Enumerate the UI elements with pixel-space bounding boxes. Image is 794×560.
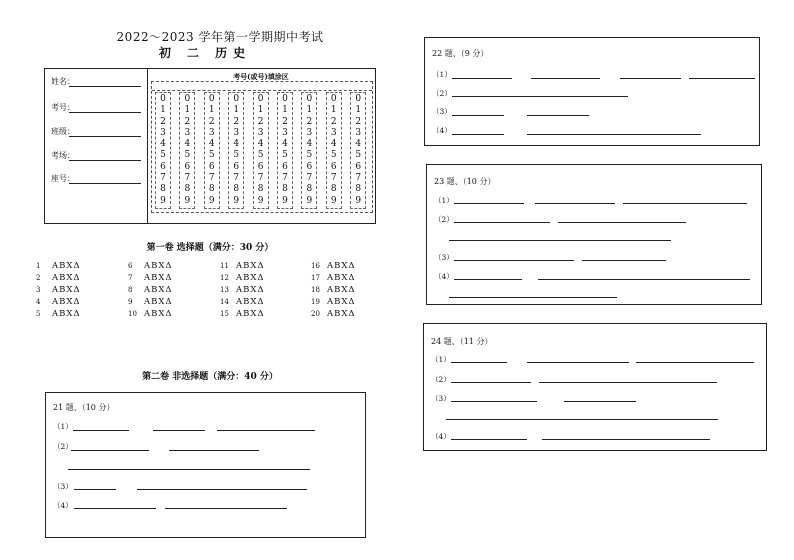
q24-label-4: （4） bbox=[431, 432, 451, 441]
seat-label: 座号： bbox=[51, 174, 75, 183]
q23-answer-line[interactable] bbox=[454, 203, 524, 204]
q23-answer-line[interactable] bbox=[449, 240, 671, 241]
id-digit-bubble[interactable]: 4 bbox=[208, 139, 215, 150]
class-label: 班级： bbox=[51, 127, 75, 136]
mc-question-row bbox=[36, 309, 81, 319]
answer-box-23 bbox=[426, 164, 762, 305]
id-digit-bubble[interactable]: 7 bbox=[233, 173, 240, 184]
mc-question-number: 19 bbox=[311, 298, 320, 306]
id-digit-bubble[interactable]: 3 bbox=[306, 127, 313, 138]
id-grid-title: 考号(或号)填涂区 bbox=[233, 72, 289, 81]
q21-answer-line[interactable] bbox=[153, 430, 205, 431]
id-digit-bubble[interactable]: 9 bbox=[306, 195, 313, 206]
id-digit-column bbox=[228, 92, 244, 209]
q24-label-2: （2） bbox=[431, 375, 451, 384]
mc-question-row bbox=[220, 297, 265, 307]
mc-question-number: 20 bbox=[311, 310, 320, 318]
id-digit-bubble[interactable]: 8 bbox=[184, 184, 191, 195]
q22-answer-line[interactable] bbox=[452, 115, 504, 116]
mc-answer-options[interactable]: ABXΔ bbox=[144, 309, 173, 319]
mc-question-number: 15 bbox=[220, 310, 229, 318]
id-digit-bubble[interactable]: 5 bbox=[306, 150, 313, 161]
q24-answer-line[interactable] bbox=[527, 362, 629, 363]
q23-answer-line[interactable] bbox=[558, 222, 686, 223]
mc-answer-options[interactable]: ABXΔ bbox=[144, 297, 173, 307]
mc-question-number: 7 bbox=[128, 274, 133, 282]
q21-answer-line[interactable] bbox=[217, 430, 315, 431]
mc-question-number: 4 bbox=[36, 298, 41, 306]
id-digit-bubble[interactable]: 0 bbox=[208, 94, 215, 104]
id-digit-bubble[interactable]: 4 bbox=[306, 139, 313, 150]
q24-answer-line[interactable] bbox=[451, 439, 527, 440]
id-digit-bubble[interactable]: 9 bbox=[355, 195, 362, 206]
id-digit-bubble[interactable]: 2 bbox=[330, 116, 337, 127]
part2-title: 第二卷 非选择题（满分：40 分） bbox=[142, 372, 278, 382]
id-digit-bubble[interactable]: 6 bbox=[282, 161, 288, 172]
mc-question-number: 5 bbox=[36, 310, 41, 318]
exam-subject: 初 二 历史 bbox=[158, 46, 252, 60]
mc-question-row bbox=[311, 273, 356, 283]
q24-answer-line[interactable] bbox=[564, 401, 636, 402]
q24-answer-line[interactable] bbox=[451, 382, 531, 383]
mc-question-number: 13 bbox=[220, 286, 229, 294]
id-digit-bubble[interactable]: 2 bbox=[306, 116, 313, 127]
q22-answer-line[interactable] bbox=[452, 134, 504, 135]
mc-question-row bbox=[311, 261, 356, 271]
mc-question-number: 6 bbox=[128, 262, 133, 270]
id-digit-bubble[interactable]: 2 bbox=[160, 116, 166, 127]
q22-heading: 22 题、（9 分） bbox=[432, 49, 489, 58]
name-field[interactable] bbox=[69, 86, 141, 87]
mc-question-row bbox=[220, 309, 265, 319]
part1-title: 第一卷 选择题（满分：30 分） bbox=[146, 243, 274, 253]
answer-box-22 bbox=[424, 37, 760, 146]
id-digit-bubble[interactable]: 3 bbox=[208, 127, 215, 138]
id-digit-bubble[interactable]: 7 bbox=[184, 173, 191, 184]
mc-question-row bbox=[220, 285, 265, 295]
mc-question-number: 14 bbox=[220, 298, 229, 306]
id-digit-bubble[interactable]: 6 bbox=[257, 161, 264, 172]
q21-answer-line[interactable] bbox=[68, 469, 310, 470]
id-digit-bubble[interactable]: 8 bbox=[306, 184, 313, 195]
mc-answer-options[interactable]: ABXΔ bbox=[327, 297, 356, 307]
id-digit-bubble[interactable]: 9 bbox=[184, 195, 191, 206]
q21-label-4: （4） bbox=[53, 501, 73, 510]
id-digit-bubble[interactable]: 3 bbox=[160, 127, 166, 138]
q21-answer-line[interactable] bbox=[169, 450, 259, 451]
mc-question-number: 12 bbox=[220, 274, 229, 282]
id-digit-bubble[interactable]: 0 bbox=[257, 94, 264, 104]
q22-answer-line[interactable] bbox=[452, 96, 628, 97]
id-digit-bubble[interactable]: 6 bbox=[355, 161, 362, 172]
mc-question-number: 8 bbox=[128, 286, 133, 294]
q24-answer-line[interactable] bbox=[539, 382, 717, 383]
mc-question-row bbox=[36, 285, 81, 295]
q22-answer-line[interactable] bbox=[527, 115, 589, 116]
mc-answer-options[interactable]: ABXΔ bbox=[327, 309, 356, 319]
id-digit-bubble[interactable]: 1 bbox=[184, 105, 191, 116]
id-digit-bubble[interactable]: 5 bbox=[208, 150, 215, 161]
id-digit-bubble[interactable]: 8 bbox=[257, 184, 264, 195]
q22-answer-line[interactable] bbox=[452, 78, 512, 79]
q24-answer-line[interactable] bbox=[636, 362, 754, 363]
id-digit-bubble[interactable]: 8 bbox=[233, 184, 240, 195]
student-info-box bbox=[44, 68, 376, 224]
q23-label-1: （1） bbox=[434, 196, 454, 205]
id-digit-column bbox=[253, 92, 269, 209]
id-digit-bubble[interactable]: 0 bbox=[330, 94, 337, 104]
id-digit-bubble[interactable]: 1 bbox=[282, 105, 288, 116]
mc-question-number: 18 bbox=[311, 286, 320, 294]
q22-answer-line[interactable] bbox=[531, 78, 600, 79]
id-digit-bubble[interactable]: 0 bbox=[355, 94, 362, 104]
id-fill-grid bbox=[151, 81, 373, 213]
answer-box-21 bbox=[45, 392, 366, 538]
answer-box-24 bbox=[423, 323, 767, 451]
id-digit-bubble[interactable]: 1 bbox=[160, 105, 166, 116]
exam-number-field[interactable] bbox=[69, 112, 141, 113]
id-digit-bubble[interactable]: 4 bbox=[160, 139, 166, 150]
id-digit-bubble[interactable]: 7 bbox=[282, 173, 288, 184]
id-digit-bubble[interactable]: 1 bbox=[257, 105, 264, 116]
q23-answer-line[interactable] bbox=[454, 279, 522, 280]
mc-answer-options[interactable]: ABXΔ bbox=[236, 261, 265, 271]
mc-answer-options[interactable]: ABXΔ bbox=[52, 297, 81, 307]
id-digit-bubble[interactable]: 2 bbox=[282, 116, 288, 127]
mc-answer-options[interactable]: ABXΔ bbox=[236, 285, 265, 295]
mc-answer-options[interactable]: ABXΔ bbox=[236, 273, 265, 283]
q23-heading: 23 题、（10 分） bbox=[434, 177, 496, 186]
mc-question-row bbox=[220, 261, 265, 271]
mc-answer-options[interactable]: ABXΔ bbox=[52, 261, 81, 271]
exam-room-label: 考场： bbox=[51, 151, 75, 160]
mc-question-row bbox=[128, 261, 173, 271]
id-digit-column bbox=[155, 92, 171, 209]
q21-answer-line[interactable] bbox=[71, 450, 149, 451]
id-digit-bubble[interactable]: 2 bbox=[355, 116, 362, 127]
id-digit-bubble[interactable]: 3 bbox=[330, 127, 337, 138]
mc-answer-options[interactable]: ABXΔ bbox=[327, 261, 356, 271]
id-digit-bubble[interactable]: 2 bbox=[184, 116, 191, 127]
q24-heading: 24 题、（11 分） bbox=[431, 337, 493, 346]
mc-question-row bbox=[311, 297, 356, 307]
id-digit-bubble[interactable]: 5 bbox=[257, 150, 264, 161]
id-digit-bubble[interactable]: 0 bbox=[306, 94, 313, 104]
id-digit-bubble[interactable]: 6 bbox=[184, 161, 191, 172]
id-digit-bubble[interactable]: 5 bbox=[233, 150, 240, 161]
mc-answer-options[interactable]: ABXΔ bbox=[236, 309, 265, 319]
id-digit-bubble[interactable]: 0 bbox=[184, 94, 191, 104]
mc-question-number: 10 bbox=[128, 310, 137, 318]
id-digit-column bbox=[301, 92, 317, 209]
id-digit-bubble[interactable]: 7 bbox=[330, 173, 337, 184]
mc-answer-options[interactable]: ABXΔ bbox=[236, 297, 265, 307]
q21-heading: 21 题、（10 分） bbox=[53, 403, 115, 412]
q23-answer-line[interactable] bbox=[538, 279, 750, 280]
seat-field[interactable] bbox=[69, 183, 141, 184]
exam-title: 2022～2023 学年第一学期期中考试 bbox=[116, 30, 324, 44]
id-digit-bubble[interactable]: 6 bbox=[160, 161, 166, 172]
q22-label-4: （4） bbox=[432, 126, 452, 135]
q23-answer-line[interactable] bbox=[449, 297, 617, 298]
q21-answer-line[interactable] bbox=[74, 508, 156, 509]
q23-answer-line[interactable] bbox=[454, 222, 550, 223]
mc-question-row bbox=[128, 309, 173, 319]
id-digit-bubble[interactable]: 0 bbox=[160, 94, 166, 104]
q23-answer-line[interactable] bbox=[535, 203, 615, 204]
q22-answer-line[interactable] bbox=[689, 78, 755, 79]
id-digit-bubble[interactable]: 7 bbox=[355, 173, 362, 184]
id-digit-bubble[interactable]: 0 bbox=[282, 94, 288, 104]
id-digit-bubble[interactable]: 6 bbox=[306, 161, 313, 172]
q22-label-1: （1） bbox=[432, 70, 452, 79]
mc-answer-options[interactable]: ABXΔ bbox=[144, 273, 173, 283]
mc-answer-options[interactable]: ABXΔ bbox=[52, 309, 81, 319]
q23-answer-line[interactable] bbox=[623, 203, 747, 204]
name-label: 姓名： bbox=[51, 77, 75, 86]
exam-room-field[interactable] bbox=[69, 160, 141, 161]
id-digit-bubble[interactable]: 3 bbox=[282, 127, 288, 138]
mc-answer-options[interactable]: ABXΔ bbox=[144, 261, 173, 271]
q24-label-1: （1） bbox=[431, 355, 451, 364]
q23-answer-line[interactable] bbox=[582, 260, 666, 261]
mc-question-row bbox=[128, 285, 173, 295]
q21-answer-line[interactable] bbox=[74, 489, 116, 490]
id-digit-bubble[interactable]: 5 bbox=[282, 150, 288, 161]
mc-question-row bbox=[36, 261, 81, 271]
id-digit-bubble[interactable]: 9 bbox=[330, 195, 337, 206]
id-digit-bubble[interactable]: 5 bbox=[355, 150, 362, 161]
q22-answer-line[interactable] bbox=[527, 134, 701, 135]
q23-label-4: （4） bbox=[434, 272, 454, 281]
id-digit-bubble[interactable]: 9 bbox=[160, 195, 166, 206]
id-digit-bubble[interactable]: 6 bbox=[233, 161, 240, 172]
q21-answer-line[interactable] bbox=[73, 430, 129, 431]
mc-question-row bbox=[311, 285, 356, 295]
mc-question-number: 2 bbox=[36, 274, 41, 282]
q21-answer-line[interactable] bbox=[137, 489, 307, 490]
q24-answer-line[interactable] bbox=[451, 401, 537, 402]
id-digit-bubble[interactable]: 5 bbox=[160, 150, 166, 161]
exam-number-label: 考号： bbox=[51, 103, 75, 112]
q22-label-3: （3） bbox=[432, 107, 452, 116]
id-digit-bubble[interactable]: 8 bbox=[330, 184, 337, 195]
id-digit-bubble[interactable]: 4 bbox=[233, 139, 240, 150]
id-digit-bubble[interactable]: 4 bbox=[282, 139, 288, 150]
q24-answer-line[interactable] bbox=[446, 419, 718, 420]
id-digit-bubble[interactable]: 4 bbox=[355, 139, 362, 150]
q24-answer-line[interactable] bbox=[451, 362, 507, 363]
id-digit-bubble[interactable]: 4 bbox=[330, 139, 337, 150]
info-divider bbox=[147, 69, 148, 223]
mc-answer-options[interactable]: ABXΔ bbox=[327, 285, 356, 295]
class-field[interactable] bbox=[69, 136, 141, 137]
mc-answer-options[interactable]: ABXΔ bbox=[144, 285, 173, 295]
id-digit-bubble[interactable]: 6 bbox=[208, 161, 215, 172]
mc-question-row bbox=[220, 273, 265, 283]
q23-label-2: （2） bbox=[434, 215, 454, 224]
id-digit-bubble[interactable]: 8 bbox=[208, 184, 215, 195]
id-digit-bubble[interactable]: 7 bbox=[208, 173, 215, 184]
mc-question-number: 9 bbox=[128, 298, 133, 306]
id-digit-bubble[interactable]: 7 bbox=[160, 173, 166, 184]
id-digit-bubble[interactable]: 7 bbox=[257, 173, 264, 184]
id-digit-bubble[interactable]: 4 bbox=[257, 139, 264, 150]
mc-question-number: 11 bbox=[220, 262, 229, 270]
q21-label-3: （3） bbox=[53, 482, 73, 491]
mc-question-row bbox=[311, 309, 356, 319]
id-digit-bubble[interactable]: 1 bbox=[306, 105, 313, 116]
mc-question-row bbox=[36, 273, 81, 283]
mc-question-row bbox=[128, 273, 173, 283]
id-digit-bubble[interactable]: 0 bbox=[233, 94, 240, 104]
id-digit-bubble[interactable]: 5 bbox=[184, 150, 191, 161]
id-digit-bubble[interactable]: 8 bbox=[282, 184, 288, 195]
id-digit-bubble[interactable]: 9 bbox=[208, 195, 215, 206]
id-digit-bubble[interactable]: 9 bbox=[282, 195, 288, 206]
q24-answer-line[interactable] bbox=[542, 439, 710, 440]
id-digit-bubble[interactable]: 2 bbox=[208, 116, 215, 127]
id-digit-bubble[interactable]: 2 bbox=[233, 116, 240, 127]
q22-label-2: （2） bbox=[432, 89, 452, 98]
id-digit-column bbox=[326, 92, 342, 209]
id-digit-bubble[interactable]: 5 bbox=[330, 150, 337, 161]
mc-question-number: 1 bbox=[36, 262, 41, 270]
id-digit-column bbox=[277, 92, 293, 209]
id-digit-bubble[interactable]: 1 bbox=[355, 105, 362, 116]
q23-answer-line[interactable] bbox=[454, 260, 574, 261]
id-digit-bubble[interactable]: 7 bbox=[306, 173, 313, 184]
id-digit-bubble[interactable]: 2 bbox=[257, 116, 264, 127]
id-digit-bubble[interactable]: 1 bbox=[208, 105, 215, 116]
id-digit-column bbox=[179, 92, 195, 209]
mc-answer-options[interactable]: ABXΔ bbox=[52, 285, 81, 295]
id-digit-bubble[interactable]: 6 bbox=[330, 161, 337, 172]
q23-label-3: （3） bbox=[434, 253, 454, 262]
mc-question-row bbox=[36, 297, 81, 307]
id-digit-bubble[interactable]: 9 bbox=[233, 195, 240, 206]
id-digit-column bbox=[204, 92, 220, 209]
id-digit-bubble[interactable]: 3 bbox=[355, 127, 362, 138]
id-digit-bubble[interactable]: 1 bbox=[330, 105, 337, 116]
mc-answer-options[interactable]: ABXΔ bbox=[52, 273, 81, 283]
id-digit-bubble[interactable]: 4 bbox=[184, 139, 191, 150]
mc-question-number: 17 bbox=[311, 274, 320, 282]
q24-label-3: （3） bbox=[431, 394, 451, 403]
mc-question-number: 3 bbox=[36, 286, 41, 294]
q21-label-2: （2） bbox=[53, 442, 73, 451]
mc-question-number: 16 bbox=[311, 262, 320, 270]
mc-answer-options[interactable]: ABXΔ bbox=[327, 273, 356, 283]
q21-answer-line[interactable] bbox=[165, 508, 287, 509]
q21-label-1: （1） bbox=[53, 422, 73, 431]
id-digit-bubble[interactable]: 3 bbox=[257, 127, 264, 138]
q22-answer-line[interactable] bbox=[620, 78, 681, 79]
id-digit-bubble[interactable]: 8 bbox=[160, 184, 166, 195]
id-digit-bubble[interactable]: 3 bbox=[233, 127, 240, 138]
id-digit-column bbox=[350, 92, 366, 209]
id-digit-bubble[interactable]: 8 bbox=[355, 184, 362, 195]
id-digit-bubble[interactable]: 9 bbox=[257, 195, 264, 206]
id-digit-bubble[interactable]: 3 bbox=[184, 127, 191, 138]
id-digit-bubble[interactable]: 1 bbox=[233, 105, 240, 116]
mc-question-row bbox=[128, 297, 173, 307]
